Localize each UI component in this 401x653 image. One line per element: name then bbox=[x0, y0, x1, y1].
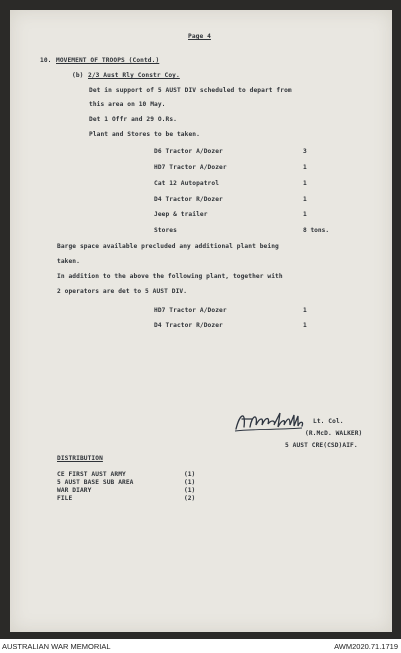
distribution-copy: (1) bbox=[184, 479, 196, 486]
body-line: Det in support of 5 AUST DIV scheduled to depart from bbox=[89, 87, 292, 94]
list-item: Stores bbox=[154, 227, 177, 234]
list-item: D6 Tractor A/Dozer bbox=[154, 148, 223, 155]
det-line: Det 1 Offr and 29 O.Rs. bbox=[89, 116, 177, 123]
list-qty: 1 bbox=[303, 164, 307, 171]
distribution-copy: (2) bbox=[184, 495, 196, 502]
document-sheet bbox=[10, 10, 392, 632]
distribution-copy: (1) bbox=[184, 487, 196, 494]
list-item: D4 Tractor R/Dozer bbox=[154, 196, 223, 203]
distribution-item: 5 AUST BASE SUB AREA bbox=[57, 479, 134, 486]
distribution-item: CE FIRST AUST ARMY bbox=[57, 471, 126, 478]
footer-credit: AUSTRALIAN WAR MEMORIAL bbox=[2, 642, 111, 651]
barge-line: Barge space available precluded any additional plant being bbox=[57, 243, 279, 250]
distribution-item: FILE bbox=[57, 495, 73, 502]
list-qty: 1 bbox=[303, 307, 307, 314]
sub-heading: 2/3 Aust Rly Constr Coy. bbox=[88, 72, 180, 79]
body-line: this area on 10 May. bbox=[89, 101, 166, 108]
section-number: 10. bbox=[40, 57, 52, 64]
section-heading: MOVEMENT OF TROOPS (Contd.) bbox=[56, 57, 160, 64]
list-item: HD7 Tractor A/Dozer bbox=[154, 307, 227, 314]
barge-line: taken. bbox=[57, 258, 80, 265]
list-qty: 1 bbox=[303, 211, 307, 218]
plant-line: Plant and Stores to be taken. bbox=[89, 131, 200, 138]
signature-unit: 5 AUST CRE(CSD)AIF. bbox=[285, 442, 358, 449]
list-qty: 1 bbox=[303, 180, 307, 187]
list-item: HD7 Tractor A/Dozer bbox=[154, 164, 227, 171]
handwritten-signature bbox=[232, 407, 314, 435]
list-item: Cat 12 Autopatrol bbox=[154, 180, 220, 187]
page-number: Page 4 bbox=[188, 33, 211, 40]
addition-line: 2 operators are det to 5 AUST DIV. bbox=[57, 288, 188, 295]
signature-rank: Lt. Col. bbox=[313, 418, 344, 425]
list-qty: 1 bbox=[303, 322, 307, 329]
signature-name: (R.McD. WALKER) bbox=[305, 430, 363, 437]
list-qty: 3 bbox=[303, 148, 307, 155]
distribution-item: WAR DIARY bbox=[57, 487, 92, 494]
distribution-heading: DISTRIBUTION bbox=[57, 455, 103, 462]
distribution-copy: (1) bbox=[184, 471, 196, 478]
footer-accession-id: AWM2020.71.1719 bbox=[334, 642, 398, 651]
addition-line: In addition to the above the following plant, together with bbox=[57, 273, 283, 280]
list-qty: 8 tons. bbox=[303, 227, 330, 234]
list-item: Jeep & trailer bbox=[154, 211, 208, 218]
list-qty: 1 bbox=[303, 196, 307, 203]
footer-bar bbox=[0, 639, 401, 653]
list-item: D4 Tractor R/Dozer bbox=[154, 322, 223, 329]
sub-label: (b) bbox=[72, 72, 84, 79]
